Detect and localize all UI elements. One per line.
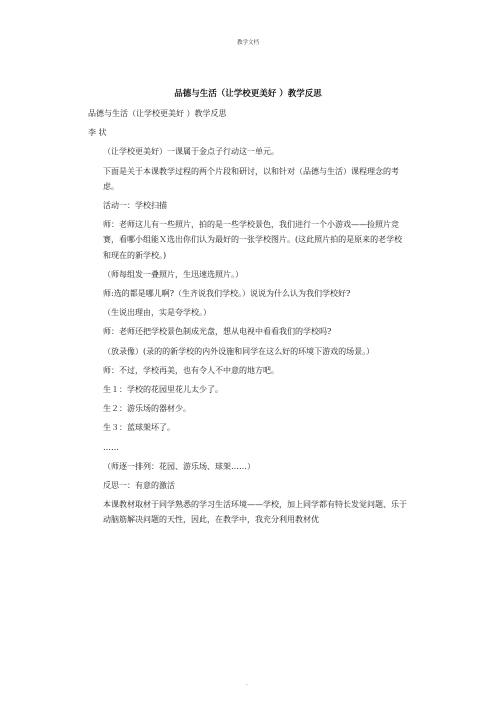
page-header: 教学文档	[236, 40, 259, 46]
paragraph: ……	[103, 442, 119, 452]
document-title: 品德与生活（让学校更美好 ）教学反思	[174, 89, 322, 99]
paragraph: 师：老师还把学校景色制成光盘，想从电视中看看我们的学校吗?	[103, 327, 332, 337]
paragraph: （生说出理由，实是夸学校。）	[103, 308, 211, 318]
paragraph: （让学校更美好）一课属于金点子行动这一单元。	[103, 147, 279, 157]
paragraph: 师：老师这儿有一些照片，拍的是一些学校景色，我们进行一个小游戏——捡照片竞赛，看哪小组能Ｘ选出你们认为最好的一张学校图片。(这此照片拍的是原来的老学校和现在的新学校。)	[103, 220, 403, 260]
paragraph: 反思一：有意的激活	[103, 481, 175, 491]
paragraph: 生２：游乐场的器材少。	[103, 404, 191, 414]
paragraph: （师逐一排列：花园、游乐场、球架……）	[103, 461, 255, 471]
document-body	[88, 106, 410, 532]
paragraph: 下面是关于本课教学过程的两个片段和研讨，以和针对（品德与生活）课程理念的考虑。	[103, 166, 399, 191]
paragraph: 品德与生活（让学校更美好 ）教学反思	[88, 109, 227, 118]
paragraph: 本课教材取材于同学熟悉的学习生活环境——学校，加上同学都有特长发觉问题、乐于动脑筋解决问题的天性，因此，在教学中，我充分利用教材优	[103, 500, 407, 525]
paragraph: 活动一：学校扫描	[103, 201, 167, 211]
paragraph: 李 状	[88, 128, 107, 138]
paragraph: 师：不过，学校再美，也有令人不中意的地方吧。	[103, 365, 279, 375]
page-footer-mark: .	[246, 680, 248, 687]
paragraph: 生３：蓝球架坏了。	[103, 423, 175, 433]
paragraph: （师每组发一叠照片，生迅速选照片。）	[103, 269, 243, 279]
paragraph: 生１：学校的花园里花儿太少了。	[103, 385, 223, 395]
paragraph: 师:选的都是哪儿啊?（生齐说我们学校。）说说为什么认为我们学校好?	[103, 289, 351, 299]
paragraph: （放录像）(录的的新学校的内外设施和同学在这么好的环境下游戏的场景。）	[103, 346, 375, 356]
